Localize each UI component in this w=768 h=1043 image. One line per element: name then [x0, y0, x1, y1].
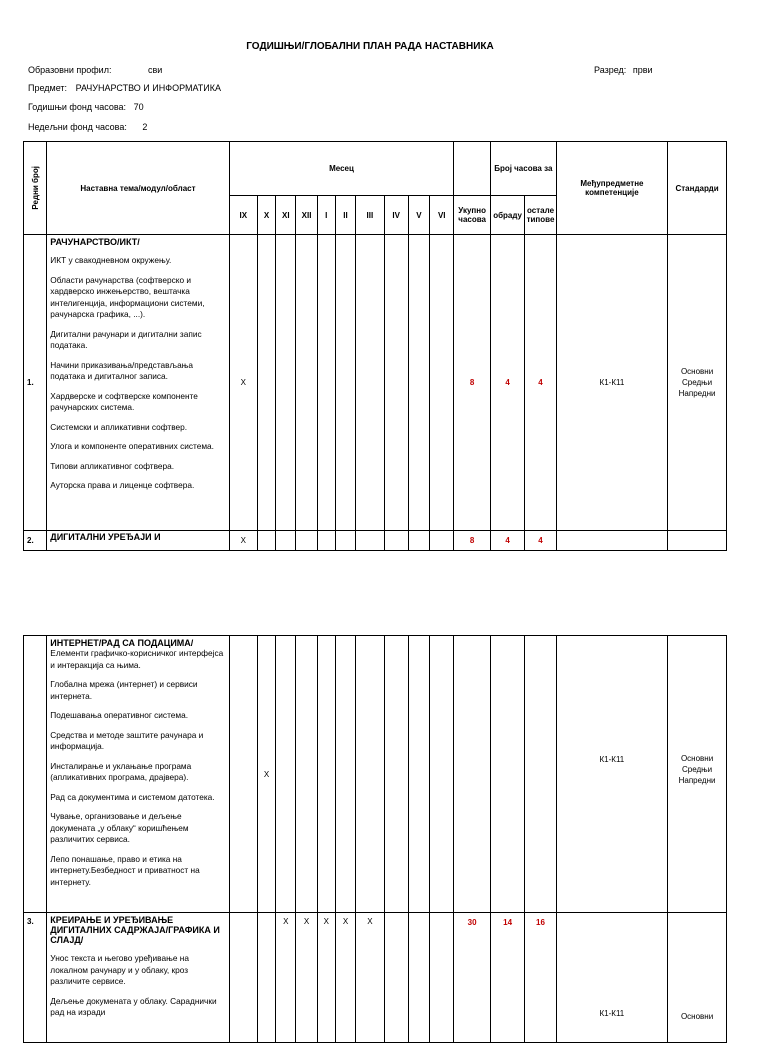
month-mark: X [335, 913, 355, 1043]
grade-line [594, 65, 653, 75]
month-mark: X [276, 913, 296, 1043]
standards-cell [668, 636, 727, 913]
standards-cell [668, 235, 727, 531]
topic-header: Наставна тема/модул/област [47, 142, 229, 235]
competence-cell: К1-К11 [556, 913, 667, 1043]
month-mark: X [356, 913, 384, 1043]
competence-cell: К1-К11 [556, 636, 667, 913]
topic-item: Хардверске и софтверске компоненте рачунарских система. [50, 390, 198, 412]
subject-value: РАЧУНАРСТВО И ИНФОРМАТИКА [75, 83, 221, 93]
topic-item: Области рачунарства (софтверско и хардверско инжењерство, вештачка интелигенција, информациони системи, рачунарска графика, ...). [50, 274, 205, 319]
topic-item: Типови апликативног софтвера. [50, 460, 175, 471]
month-X: X [257, 196, 275, 235]
month-V: V [408, 196, 429, 235]
month-mark: X [257, 636, 275, 913]
month-mark: X [296, 913, 317, 1043]
row-number-header-label: Редни број [30, 166, 40, 210]
total-hours-header: Укупно часова [454, 196, 490, 235]
processing-hours: 4 [490, 235, 524, 531]
topic-item: Дигитални рачунари и дигитални запис података. [50, 328, 202, 350]
row-number: 2. [24, 531, 47, 551]
table-row [24, 913, 727, 1043]
annual-fund-label: Годишњи фонд часова: [28, 102, 127, 112]
topic-cell [47, 235, 229, 531]
standard-level: Основни [680, 367, 714, 376]
topic-item: Ауторска права и лиценце софтвера. [50, 480, 195, 490]
profile-line [28, 65, 162, 75]
row-number: 3. [24, 913, 47, 1043]
topic-item: Начини приказивања/представљања података и дигиталног записа. [50, 359, 194, 381]
topic-cell [47, 636, 229, 913]
topic-item: Чување, организовање и дељење докумената „у облаку“ коришћењем различитих сервиса. [50, 811, 189, 844]
standards-cell [668, 913, 727, 1043]
plan-table-page-1 [23, 141, 727, 551]
topic-item: Лепо понашање, право и етика на интернету.Безбедност и приватност на интернету. [50, 853, 200, 887]
weekly-fund-label: Недељни фонд часова: [28, 122, 127, 132]
topic-title: ИНТЕРНЕТ/РАД СА ПОДАЦИМА/ [50, 638, 194, 648]
weekly-fund-value: 2 [142, 122, 148, 132]
topic-title: ДИГИТАЛНИ УРЕЂАЈИ И [50, 532, 161, 542]
topic-item: ИКТ у свакодневном окружењу. [50, 255, 172, 265]
table-row [24, 531, 727, 551]
other-hours: 16 [525, 913, 556, 1043]
standard-level: Напредни [678, 389, 716, 398]
month-header: Месец [229, 142, 454, 196]
standard-level: Средњи [681, 378, 713, 387]
standards-header: Стандарди [668, 142, 727, 235]
weekly-fund-line [28, 122, 147, 132]
subject-label: Предмет: [28, 83, 68, 93]
topic-item: Системски и апликативни софтвер. [50, 421, 188, 432]
topic-item: Подешавања оперативног система. [50, 710, 189, 720]
grade-value: први [632, 65, 653, 75]
processing-header: обраду [490, 196, 524, 235]
other-types-header: остале типове [525, 196, 556, 235]
plan-table-page-2 [23, 635, 727, 1043]
topic-item: Инсталирање и уклањање програма (апликативних програма, драјвера). [50, 760, 192, 782]
topic-item: Дељење докумената у облаку. Сараднички рад на изради [50, 995, 217, 1017]
topic-cell [47, 913, 229, 1043]
other-hours: 4 [525, 235, 556, 531]
row-number: 1. [24, 235, 47, 531]
month-II: II [335, 196, 355, 235]
competence-cell: К1-К11 [556, 235, 667, 531]
total-hours: 8 [454, 235, 490, 531]
total-hours: 8 [454, 531, 490, 551]
topic-item: Рад са документима и системом датотека. [50, 791, 215, 802]
processing-hours: 14 [490, 913, 524, 1043]
other-hours: 4 [525, 531, 556, 551]
month-mark: X [317, 913, 335, 1043]
month-III: III [356, 196, 384, 235]
month-XII: XII [296, 196, 317, 235]
topic-item: Елементи графичко-корисничког интерфејса и интеракција са њима. [50, 648, 224, 670]
month-XI: XI [276, 196, 296, 235]
table-row [24, 235, 727, 531]
standard-level: Основни [680, 1012, 714, 1021]
topic-cell [47, 531, 229, 551]
standard-level: Напредни [678, 775, 716, 785]
standard-level: Средњи [681, 764, 713, 774]
row-number-header [24, 142, 47, 235]
standard-level: Основни [680, 753, 714, 763]
month-IX: IX [229, 196, 257, 235]
grade-label: Разред: [594, 65, 627, 75]
month-IV: IV [384, 196, 408, 235]
month-I: I [317, 196, 335, 235]
competences-header: Међупредметне компетенције [556, 142, 667, 235]
processing-hours: 4 [490, 531, 524, 551]
total-hours: 30 [454, 913, 490, 1043]
topic-title: КРЕИРАЊЕ И УРЕЂИВАЊЕ ДИГИТАЛНИХ САДРЖАЈА/ГРАФИКА И СЛАЈД/ [50, 915, 220, 945]
topic-title: РАЧУНАРСТВО/ИКТ/ [50, 237, 140, 247]
profile-label: Образовни профил: [28, 65, 112, 75]
header-blank [454, 142, 490, 196]
month-mark: X [229, 235, 257, 531]
page-title: ГОДИШЊИ/ГЛОБАЛНИ ПЛАН РАДА НАСТАВНИКА [246, 41, 494, 52]
annual-fund-line [28, 102, 144, 112]
table-row [24, 636, 727, 913]
month-VI: VI [430, 196, 454, 235]
topic-item: Улога и компоненте оперативних система. [50, 441, 214, 451]
topic-item: Унос текста и његово уређивање на локалном рачунару и у облаку, кроз различите сервисе. [50, 953, 189, 986]
topic-item: Средства и методе заштите рачунара и информација. [50, 729, 204, 751]
profile-value: сви [147, 65, 163, 75]
subject-line [28, 83, 221, 93]
topic-item: Глобална мрежа (интернет) и сервиси интернета. [50, 679, 198, 701]
annual-fund-value: 70 [133, 102, 144, 112]
hours-for-header: Број часова за [490, 142, 556, 196]
month-mark: X [229, 531, 257, 551]
